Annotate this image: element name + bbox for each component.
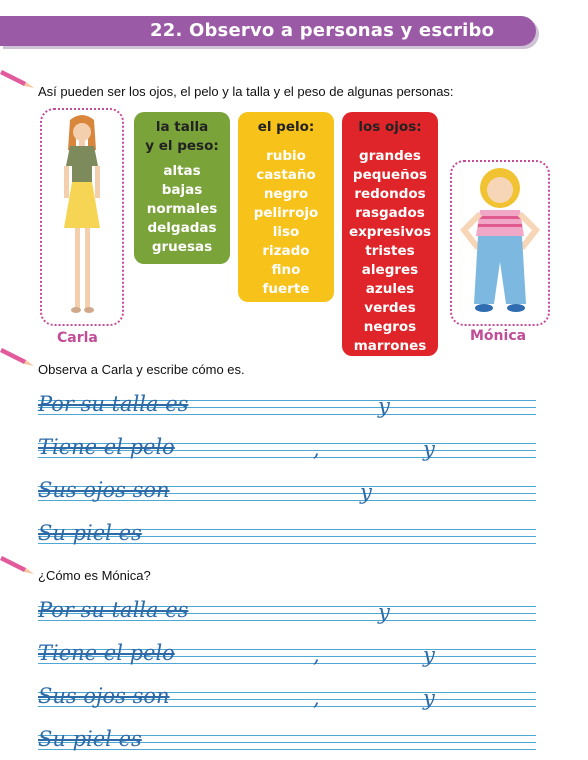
handwriting-prompt: Por su talla es bbox=[38, 392, 189, 416]
list-item: liso bbox=[272, 224, 300, 240]
section1-instruction: Observa a Carla y escribe cómo es. bbox=[38, 362, 245, 377]
monica-figure-frame bbox=[450, 160, 550, 326]
monica-illustration bbox=[452, 162, 548, 324]
handwriting-prompt: Tiene el pelo bbox=[38, 435, 175, 459]
title-bar bbox=[0, 16, 536, 46]
carla-illustration bbox=[42, 110, 122, 324]
list-item: fino bbox=[271, 262, 301, 278]
talla-heading-line1: la talla bbox=[155, 119, 209, 135]
writing-line[interactable] bbox=[38, 600, 536, 628]
ojos-card-heading: los ojos: bbox=[358, 119, 422, 135]
section2-instruction: ¿Cómo es Mónica? bbox=[38, 568, 151, 583]
carla-figure-frame bbox=[40, 108, 124, 326]
list-item: castaño bbox=[256, 167, 316, 183]
pencil-icon bbox=[0, 552, 36, 576]
list-item: altas bbox=[163, 163, 201, 179]
carla-name-label: Carla bbox=[57, 330, 98, 346]
list-item: negro bbox=[263, 186, 309, 202]
connector-comma: , bbox=[313, 437, 320, 461]
list-item: fuerte bbox=[262, 281, 310, 297]
talla-card-heading bbox=[134, 118, 230, 156]
connector-y: y bbox=[423, 643, 435, 667]
list-item: rasgados bbox=[355, 205, 425, 221]
writing-line[interactable] bbox=[38, 686, 536, 714]
ojos-card bbox=[342, 112, 438, 356]
list-item: rubio bbox=[266, 148, 306, 164]
list-item: pequeños bbox=[352, 167, 428, 183]
list-item: azules bbox=[365, 281, 415, 297]
talla-word-list bbox=[134, 162, 230, 257]
monica-name-label: Mónica bbox=[470, 328, 527, 344]
list-item: alegres bbox=[361, 262, 419, 278]
connector-y: y bbox=[378, 600, 390, 624]
handwriting-prompt: Su piel es bbox=[38, 521, 142, 545]
list-item: gruesas bbox=[151, 239, 213, 255]
list-item: normales bbox=[146, 201, 218, 217]
list-item: verdes bbox=[364, 300, 416, 316]
connector-y: y bbox=[423, 686, 435, 710]
pencil-icon bbox=[0, 344, 36, 368]
pelo-word-list bbox=[238, 147, 334, 299]
list-item: negros bbox=[363, 319, 417, 335]
list-item: bajas bbox=[161, 182, 203, 198]
writing-line[interactable] bbox=[38, 480, 536, 508]
talla-heading-line2: y el peso: bbox=[145, 138, 219, 154]
handwriting-prompt: Sus ojos son bbox=[38, 684, 170, 708]
list-item: pelirrojo bbox=[253, 205, 319, 221]
handwriting-prompt: Tiene el pelo bbox=[38, 641, 175, 665]
writing-line[interactable] bbox=[38, 523, 536, 551]
list-item: rizado bbox=[262, 243, 310, 259]
list-item: tristes bbox=[365, 243, 415, 259]
list-item: marrones bbox=[353, 338, 427, 354]
connector-comma: , bbox=[313, 643, 320, 667]
handwriting-prompt: Su piel es bbox=[38, 727, 142, 751]
pencil-icon bbox=[0, 66, 36, 90]
handwriting-prompt: Sus ojos son bbox=[38, 478, 170, 502]
pelo-card-heading: el pelo: bbox=[257, 119, 315, 135]
writing-line[interactable] bbox=[38, 437, 536, 465]
writing-line[interactable] bbox=[38, 729, 536, 757]
list-item: expresivos bbox=[348, 224, 432, 240]
intro-text: Así pueden ser los ojos, el pelo y la talla y el peso de algunas personas: bbox=[38, 84, 454, 99]
talla-card bbox=[134, 112, 230, 264]
writing-line[interactable] bbox=[38, 643, 536, 671]
writing-line[interactable] bbox=[38, 394, 536, 422]
list-item: redondos bbox=[354, 186, 426, 202]
connector-comma: , bbox=[313, 686, 320, 710]
ojos-word-list bbox=[342, 147, 438, 356]
pelo-card bbox=[238, 112, 334, 302]
list-item: grandes bbox=[359, 148, 421, 164]
page-title: 22. Observo a personas y escribo bbox=[150, 20, 495, 41]
connector-y: y bbox=[378, 394, 390, 418]
list-item: delgadas bbox=[147, 220, 217, 236]
connector-y: y bbox=[360, 480, 372, 504]
handwriting-prompt: Por su talla es bbox=[38, 598, 189, 622]
connector-y: y bbox=[423, 437, 435, 461]
